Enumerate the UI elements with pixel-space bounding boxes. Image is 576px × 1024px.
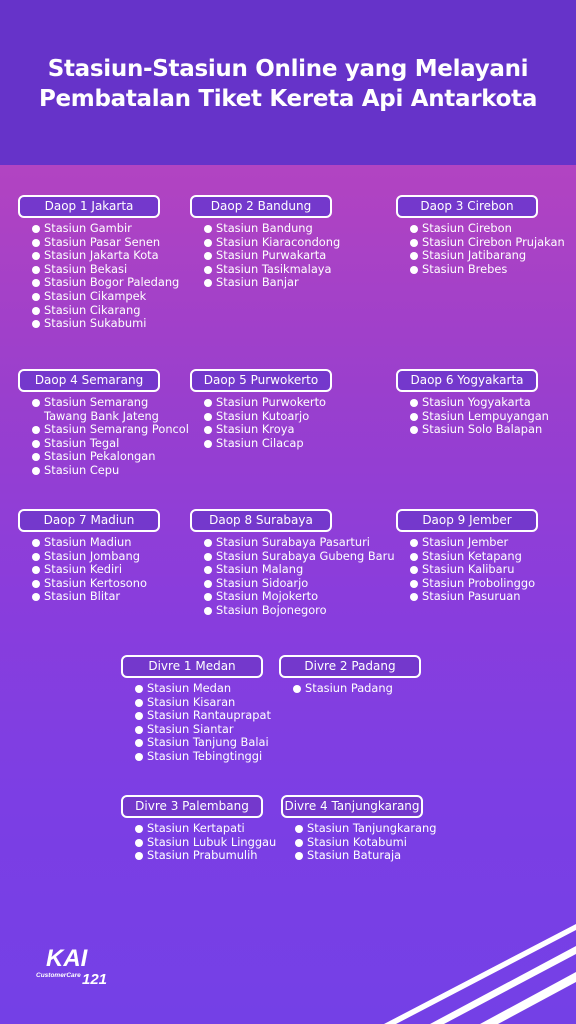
station-item: Stasiun Jombang [30,550,147,564]
page-title [0,54,576,114]
group-label: Divre 4 Tanjungkarang [281,795,423,818]
group-label: Divre 1 Medan [121,655,263,678]
station-item: Stasiun Jakarta Kota [30,249,179,263]
station-item: Stasiun Medan [133,682,271,696]
station-item: Stasiun Cilacap [202,437,326,451]
station-item: Stasiun Sidoarjo [202,577,395,591]
station-item: Stasiun Bogor Paledang [30,276,179,290]
group-daop-6 [396,369,549,437]
station-item: Stasiun Jember [408,536,535,550]
group-daop-9 [396,509,538,604]
station-item: Stasiun Gambir [30,222,179,236]
station-item: Stasiun Jatibarang [408,249,565,263]
station-item: Stasiun Sukabumi [30,317,179,331]
station-item: Stasiun Purwakarta [202,249,340,263]
station-item: Stasiun Surabaya Pasarturi [202,536,395,550]
kai-customercare-logo [36,942,116,986]
logo-number: 121 [82,971,108,986]
station-list [30,536,147,604]
group-label: Daop 1 Jakarta [18,195,160,218]
logo-subtitle: CustomerCare [36,972,81,979]
station-list [133,822,276,863]
station-list [202,536,395,618]
station-item: Stasiun Padang [291,682,393,696]
station-item: Stasiun Lempuyangan [408,410,549,424]
station-list [293,822,436,863]
title-line-1: Stasiun-Stasiun Online yang Melayani [47,56,529,82]
group-label: Daop 4 Semarang [18,369,160,392]
station-item: Stasiun Tasikmalaya [202,263,340,277]
station-item: Stasiun Solo Balapan [408,423,549,437]
station-item: Stasiun Yogyakarta [408,396,549,410]
group-divre-4 [281,795,437,863]
station-item: Stasiun Kisaran [133,696,271,710]
group-divre-2 [279,655,421,695]
group-daop-5 [190,369,332,450]
group-label: Divre 3 Palembang [121,795,263,818]
group-label: Daop 7 Madiun [18,509,160,532]
station-list [202,222,340,290]
station-item: Stasiun Pekalongan [30,450,189,464]
station-item: Stasiun Kroya [202,423,326,437]
title-line-2: Pembatalan Tiket Kereta Api Antarkota [38,86,538,112]
station-item: Stasiun Cirebon [408,222,565,236]
station-item: Stasiun Rantauprapat [133,709,271,723]
group-label: Daop 3 Cirebon [396,195,538,218]
station-item: Stasiun Kertosono [30,577,147,591]
station-item: Stasiun Kediri [30,563,147,577]
group-daop-1 [18,195,180,331]
station-item: Stasiun Mojokerto [202,590,395,604]
station-item: Stasiun Cikampek [30,290,179,304]
station-item: Stasiun Tegal [30,437,189,451]
group-daop-2 [190,195,341,290]
group-daop-8 [190,509,395,617]
group-daop-3 [396,195,565,276]
station-item: Stasiun Bojonegoro [202,604,395,618]
station-list [202,396,326,450]
header-banner [0,0,576,165]
group-divre-3 [121,795,277,863]
station-item: Stasiun Bekasi [30,263,179,277]
station-item-continued: Tawang Bank Jateng [44,408,159,423]
group-label: Daop 9 Jember [396,509,538,532]
decorative-stripes [276,924,576,1024]
logo-brand: KAI [46,945,88,972]
group-daop-7 [18,509,160,604]
station-item: Stasiun Kalibaru [408,563,535,577]
group-label: Daop 2 Bandung [190,195,332,218]
station-list [30,396,189,478]
station-item: Stasiun Ketapang [408,550,535,564]
station-item: Stasiun Banjar [202,276,340,290]
group-label: Divre 2 Padang [279,655,421,678]
station-item: Stasiun Madiun [30,536,147,550]
station-item: Stasiun Baturaja [293,849,436,863]
station-item: Stasiun Kotabumi [293,836,436,850]
station-item: Stasiun Blitar [30,590,147,604]
station-item: Stasiun Cepu [30,464,189,478]
station-list [408,536,535,604]
station-item: Stasiun Semarang [30,396,189,410]
station-item: Stasiun Probolinggo [408,577,535,591]
station-item: Stasiun Pasuruan [408,590,535,604]
station-item: Stasiun Pasar Senen [30,236,179,250]
station-item: Stasiun Cirebon Prujakan [408,236,565,250]
station-item: Stasiun Tanjungkarang [293,822,436,836]
station-list [291,682,393,696]
station-item: Stasiun Bandung [202,222,340,236]
station-item: Stasiun Lubuk Linggau [133,836,276,850]
station-item: Stasiun Kutoarjo [202,410,326,424]
station-item: Stasiun Malang [202,563,395,577]
station-item: Stasiun Semarang Poncol [30,423,189,437]
station-list [408,222,565,276]
station-item: Stasiun Prabumulih [133,849,276,863]
station-item: Stasiun Purwokerto [202,396,326,410]
station-item: Stasiun Tanjung Balai [133,736,271,750]
station-list [133,682,271,764]
station-item: Stasiun Cikarang [30,304,179,318]
station-item: Stasiun Brebes [408,263,565,277]
group-divre-1 [121,655,271,763]
group-label: Daop 8 Surabaya [190,509,332,532]
station-item: Stasiun Tebingtinggi [133,750,271,764]
station-item: Stasiun Surabaya Gubeng Baru [202,550,395,564]
station-list [408,396,549,437]
station-item: Stasiun Kiaracondong [202,236,340,250]
station-item: Stasiun Kertapati [133,822,276,836]
station-item: Stasiun Siantar [133,723,271,737]
station-list [30,222,179,331]
group-label: Daop 6 Yogyakarta [396,369,538,392]
group-daop-4 [18,369,189,477]
group-label: Daop 5 Purwokerto [190,369,332,392]
